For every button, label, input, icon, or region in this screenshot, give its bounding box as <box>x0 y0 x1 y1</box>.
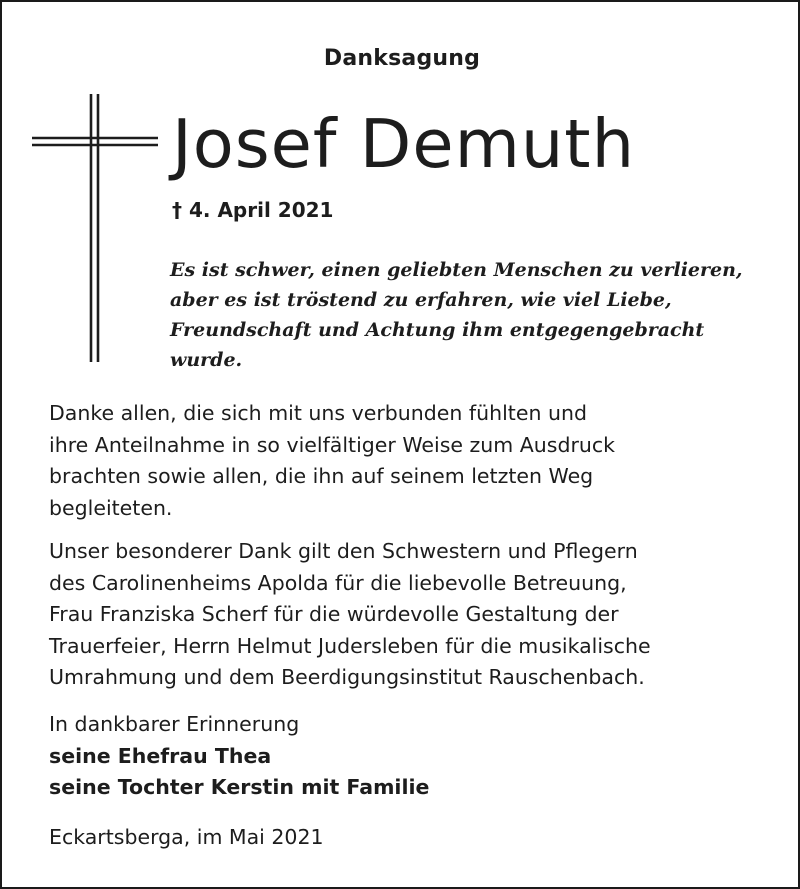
paragraph-line: begleiteten. <box>49 495 173 520</box>
notice-heading: Danksagung <box>323 46 481 71</box>
closing-block <box>49 709 779 804</box>
paragraph-line: Unser besonderer Dank gilt den Schwestern und Pflegern <box>49 539 638 563</box>
quote-line: wurde. <box>170 349 243 371</box>
paragraph-line: ihre Anteilnahme in so vielfältiger Weise zum Ausdruck <box>49 432 616 457</box>
deceased-name: Josef Demuth <box>172 105 636 183</box>
quote-line: Freundschaft und Achtung ihm entgegengebracht <box>170 319 705 341</box>
place-date <box>49 822 779 854</box>
place-date-line: Eckartsberga, im Mai 2021 <box>49 825 324 849</box>
thanks-paragraph <box>49 398 779 524</box>
paragraph-line: Frau Franziska Scherf für die würdevolle Gestaltung der <box>49 602 619 626</box>
quote-line: Es ist schwer, einen geliebten Menschen zu verlieren, <box>170 259 743 281</box>
signatory-spouse: seine Ehefrau Thea <box>49 743 272 768</box>
paragraph-line: Umrahmung und dem Beerdigungsinstitut Rauschenbach. <box>49 665 645 689</box>
special-thanks-paragraph <box>49 536 779 694</box>
cross-icon <box>32 94 158 362</box>
memorial-quote <box>170 255 770 375</box>
death-date: † 4. April 2021 <box>172 198 334 222</box>
quote-line: aber es ist tröstend zu erfahren, wie viel Liebe, <box>170 289 672 311</box>
paragraph-line: Trauerfeier, Herrn Helmut Judersleben für die musikalische <box>49 633 651 658</box>
closing-intro: In dankbarer Erinnerung <box>49 712 300 736</box>
paragraph-line: Danke allen, die sich mit uns verbunden fühlten und <box>49 401 587 425</box>
paragraph-line: brachten sowie allen, die ihn auf seinem letzten Weg <box>49 464 594 488</box>
paragraph-line: des Carolinenheims Apolda für die liebevolle Betreuung, <box>49 570 627 595</box>
signatory-daughter: seine Tochter Kerstin mit Familie <box>49 775 430 799</box>
